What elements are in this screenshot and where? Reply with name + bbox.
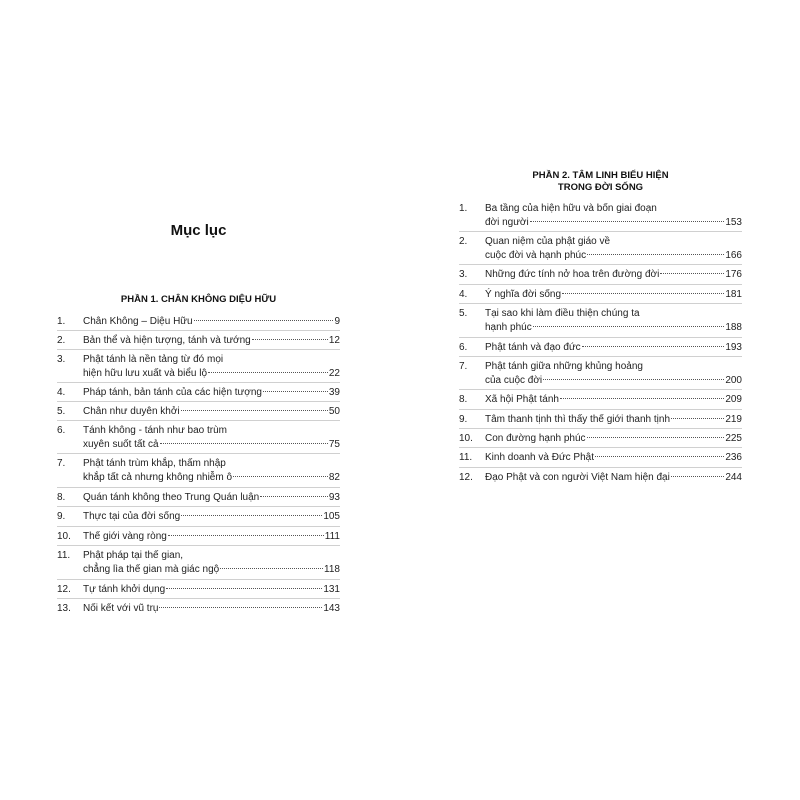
toc-entry-title: Tại sao khi làm điều thiện chúng ta <box>485 308 640 319</box>
toc-entry-page: 131 <box>323 584 340 595</box>
toc-entry-number: 7. <box>57 458 66 469</box>
toc-entry-title: Quan niệm của phật giáo về <box>485 236 611 247</box>
dot-leader <box>208 371 328 373</box>
toc-entry-number: 9. <box>57 511 66 522</box>
dot-leader <box>168 534 324 536</box>
dot-leader <box>260 495 328 497</box>
dot-leader <box>159 606 322 608</box>
entry-separator <box>57 487 340 488</box>
toc-entry-title: Xã hội Phật tánh <box>485 394 559 405</box>
dot-leader <box>220 567 323 569</box>
dot-leader <box>181 409 328 411</box>
toc-entry-title: Phật tánh và đạo đức <box>485 342 581 353</box>
toc-entry-title: Thế giới vàng ròng <box>83 531 167 542</box>
part2-heading-line: PHẦN 2. TÂM LINH BIỂU HIỆN <box>532 170 669 181</box>
entry-separator <box>57 420 340 421</box>
entry-separator <box>459 284 742 285</box>
toc-entry-number: 13. <box>57 603 71 614</box>
toc-entry-page: 153 <box>725 217 742 228</box>
toc-entry-title: xuyên suốt tất cả <box>83 439 159 450</box>
entry-separator <box>459 389 742 390</box>
toc-entry-title: Phật pháp tại thế gian, <box>83 550 184 561</box>
toc-entry-number: 3. <box>459 269 468 280</box>
entry-separator <box>57 330 340 331</box>
toc-entry-title: Phật tánh trùm khắp, thấm nhập <box>83 458 226 469</box>
toc-entry-title: Ba tầng của hiện hữu và bốn giai đoạn <box>485 203 657 214</box>
toc-entry-number: 8. <box>459 394 468 405</box>
entry-separator <box>57 349 340 350</box>
toc-entry-page: 118 <box>324 564 340 575</box>
toc-entry-page: 236 <box>725 452 742 463</box>
dot-leader <box>194 319 334 321</box>
part2-heading <box>459 170 742 194</box>
toc-entry-title: Thực tại của đời sống <box>83 511 181 522</box>
dot-leader <box>543 378 724 380</box>
toc-entry-title: của cuộc đời <box>485 375 543 386</box>
toc-entry-page: 12 <box>328 335 340 346</box>
entry-separator <box>57 401 340 402</box>
toc-entry-number: 8. <box>57 492 66 503</box>
entry-separator <box>57 506 340 507</box>
toc-entry-page: 50 <box>328 406 340 417</box>
entry-separator <box>57 453 340 454</box>
dot-leader <box>562 292 724 294</box>
entry-separator <box>459 467 742 468</box>
toc-entry-page: 75 <box>328 439 340 450</box>
toc-entry-title: Kinh doanh và Đức Phật <box>485 452 594 463</box>
toc-entry-title: Chân Không – Diệu Hữu <box>83 316 193 327</box>
toc-entry-page: 176 <box>725 269 742 280</box>
toc-entry-title: Tâm thanh tịnh thì thấy thế giới thanh tịnh <box>485 414 671 425</box>
entry-separator <box>57 526 340 527</box>
entry-separator <box>459 264 742 265</box>
toc-entry-number: 3. <box>57 354 66 365</box>
toc-entry-page: 209 <box>725 394 742 405</box>
toc-entry-page: 143 <box>323 603 340 614</box>
dot-leader <box>160 442 328 444</box>
dot-leader <box>660 272 724 274</box>
part2-heading-line: TRONG ĐỜI SỐNG <box>557 182 644 193</box>
toc-entry-title: Phật tánh là nền tảng từ đó mọi <box>83 354 224 365</box>
dot-leader <box>252 338 328 340</box>
toc-entry-title: Ý nghĩa đời sống <box>485 289 562 300</box>
toc-entry-page: 225 <box>725 433 742 444</box>
dot-leader <box>263 390 328 392</box>
toc-entry-title: Những đức tính nở hoa trên đường đời <box>485 269 660 280</box>
toc-entry-number: 9. <box>459 414 468 425</box>
toc-entry-number: 2. <box>459 236 468 247</box>
entry-separator <box>459 356 742 357</box>
toc-entry-title: Phật tánh giữa những khủng hoảng <box>485 361 643 372</box>
toc-entry-number: 11. <box>459 452 473 463</box>
toc-entry-page: 9 <box>334 316 340 327</box>
toc-entry-page: 200 <box>725 375 742 386</box>
toc-entry-page: 82 <box>328 472 340 483</box>
entry-separator <box>57 598 340 599</box>
toc-entry-title: Bản thể và hiện tượng, tánh và tướng <box>83 335 251 346</box>
entry-separator <box>459 337 742 338</box>
dot-leader <box>587 436 725 438</box>
entry-separator <box>57 579 340 580</box>
toc-entry-page: 244 <box>725 472 742 483</box>
toc-entry-number: 6. <box>57 425 66 436</box>
toc-entry-number: 12. <box>57 584 71 595</box>
entry-separator <box>459 409 742 410</box>
dot-leader <box>587 253 724 255</box>
toc-entry-page: 93 <box>328 492 340 503</box>
toc-entry-page: 105 <box>323 511 340 522</box>
toc-entry-number: 5. <box>57 406 66 417</box>
dot-leader <box>533 325 725 327</box>
toc-entry-page: 181 <box>725 289 742 300</box>
dot-leader <box>671 417 724 419</box>
toc-entry-number: 6. <box>459 342 468 353</box>
toc-entry-number: 4. <box>459 289 468 300</box>
toc-entry-number: 1. <box>459 203 468 214</box>
toc-entry-title: cuộc đời và hạnh phúc <box>485 250 587 261</box>
toc-entry-number: 10. <box>57 531 71 542</box>
part1-heading: PHẦN 1. CHÂN KHÔNG DIỆU HỮU <box>120 294 277 305</box>
toc-entry-number: 10. <box>459 433 473 444</box>
toc-entry-number: 11. <box>57 550 71 561</box>
toc-entry-title: Tự tánh khởi dụng <box>83 584 166 595</box>
toc-entry-number: 1. <box>57 316 66 327</box>
toc-entry-page: 166 <box>725 250 742 261</box>
toc-entry-title: Pháp tánh, bản tánh của các hiện tượng <box>83 387 262 398</box>
toc-entry-title: Con đường hạnh phúc <box>485 433 586 444</box>
toc-entry-page: 22 <box>328 368 340 379</box>
dot-leader <box>530 220 725 222</box>
entry-separator <box>459 231 742 232</box>
dot-leader <box>595 455 724 457</box>
toc-entry-number: 5. <box>459 308 468 319</box>
entry-separator <box>459 447 742 448</box>
toc-entry-title: Tánh không - tánh như bao trùm <box>83 425 228 436</box>
dot-leader <box>560 397 724 399</box>
entry-separator <box>57 382 340 383</box>
toc-entry-number: 7. <box>459 361 468 372</box>
toc-entry-title: khắp tất cả nhưng không nhiễm ô <box>83 472 233 483</box>
dot-leader <box>166 587 322 589</box>
toc-entry-title: Chân như duyên khởi <box>83 406 180 417</box>
toc-entry-title: hiện hữu lưu xuất và biểu lộ <box>83 368 208 379</box>
dot-leader <box>181 514 322 516</box>
toc-entry-title: chẳng lìa thế gian mà giác ngộ <box>83 564 220 575</box>
toc-entry-title: Nối kết với vũ trụ <box>83 603 159 614</box>
toc-title: Mục lục <box>170 222 227 239</box>
toc-entry-number: 4. <box>57 387 66 398</box>
entry-separator <box>57 545 340 546</box>
toc-entry-number: 12. <box>459 472 473 483</box>
toc-entry-number: 2. <box>57 335 66 346</box>
toc-entry-page: 111 <box>324 531 340 542</box>
toc-entry-title: hạnh phúc <box>485 322 532 333</box>
toc-entry-page: 219 <box>725 414 742 425</box>
toc-entry-page: 39 <box>328 387 340 398</box>
toc-entry-page: 188 <box>725 322 742 333</box>
dot-leader <box>582 345 725 347</box>
toc-entry-page: 193 <box>725 342 742 353</box>
entry-separator <box>459 303 742 304</box>
toc-entry-title: đời người <box>485 217 529 228</box>
toc-entry-title: Đạo Phật và con người Việt Nam hiện đại <box>485 472 670 483</box>
dot-leader <box>233 475 328 477</box>
toc-entry-title: Quán tánh không theo Trung Quán luận <box>83 492 260 503</box>
dot-leader <box>671 475 724 477</box>
entry-separator <box>459 428 742 429</box>
